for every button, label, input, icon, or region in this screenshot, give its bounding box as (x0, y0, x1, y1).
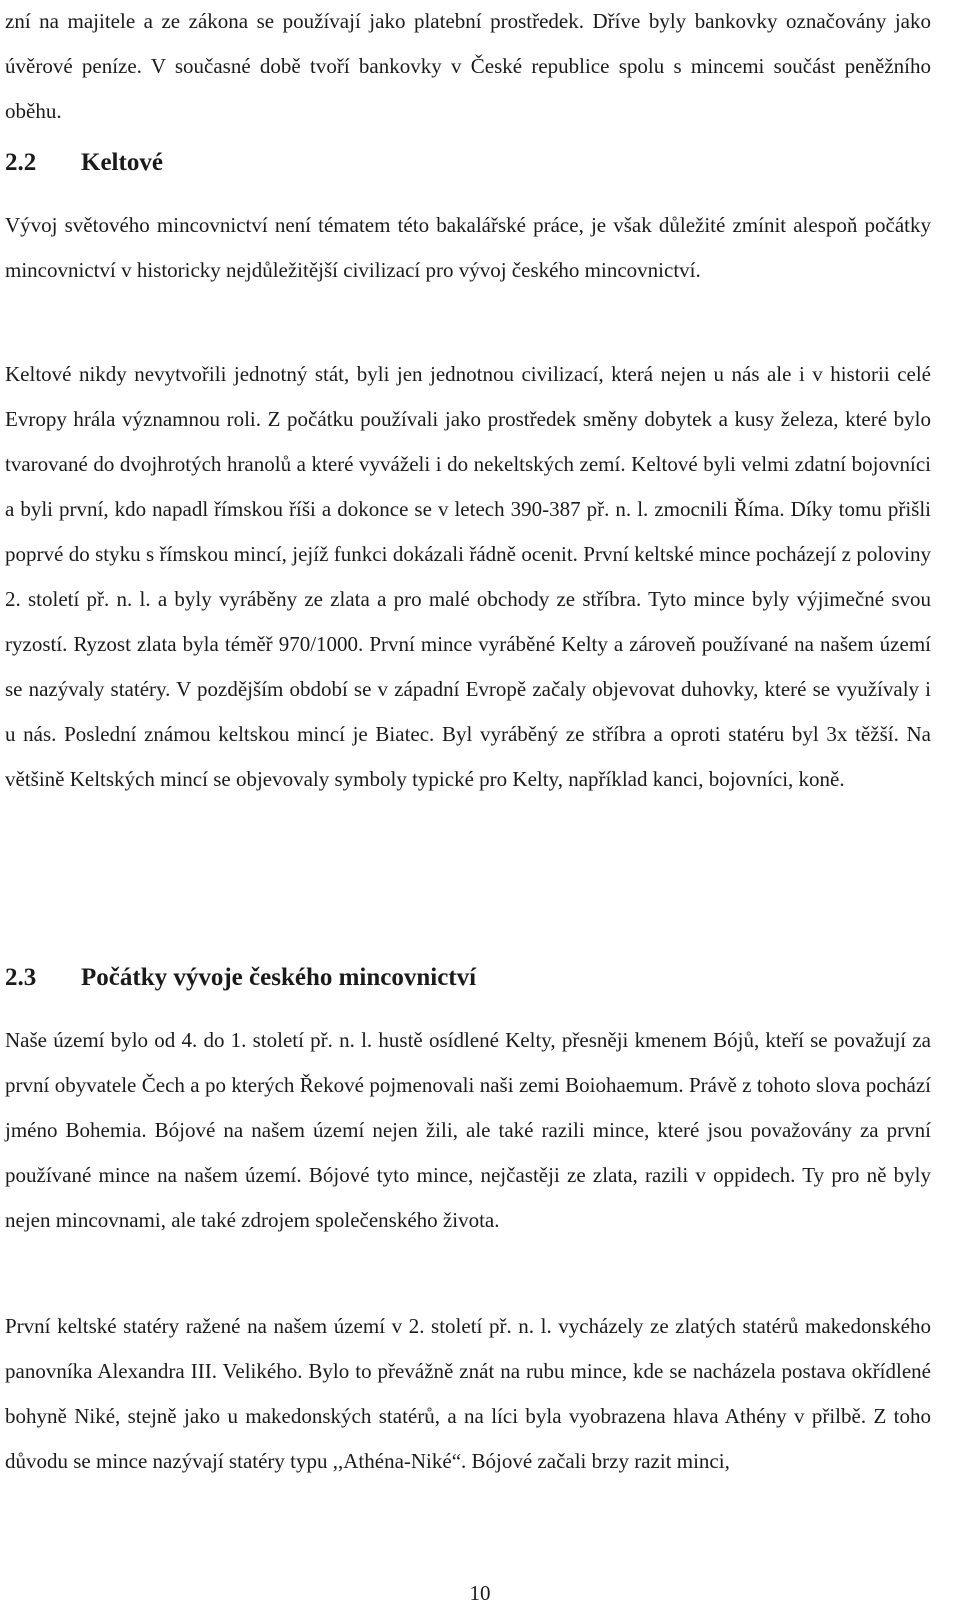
paragraph-intro: zní na majitele a ze zákona se používají jako platební prostředek. Dříve byly bankovky označovány jako úvěrové peníze. V současné době tvoří bankovky v České republice spolu s mincemi součást peněžního oběhu. (5, 9, 931, 123)
section-number: 2.3 (5, 964, 37, 991)
section-number: 2.2 (5, 149, 37, 176)
paragraph-uzemi: Naše území bylo od 4. do 1. století př. n. l. hustě osídlené Kelty, přesněji kmenem Bójů, kteří se považují za první obyvatele Čech a po kterých Řekové pojmenovali naši zemi Boiohaemum. Právě z tohoto slova pochází jméno Bohemia. Bójové na našem území nejen žili, ale také razili mince, které jsou považovány za první používané mince na našem území. Bójové tyto mince, nejčastěji ze zlata, razili v oppidech. Ty pro ně byly nejen mincovnami, ale také zdrojem společenského života. (5, 1028, 931, 1232)
section-heading-keltove (5, 146, 163, 180)
section-title: Počátky vývoje českého mincovnictví (81, 964, 477, 991)
page-number: 10 (469, 1581, 491, 1605)
paragraph-statery: První keltské statéry ražené na našem území v 2. století př. n. l. vycházely ze zlatých statérů makedonského panovníka Alexandra III. Velikého. Bylo to převážně znát na rubu mince, kde se nacházela postava okřídlené bohyně Niké, stejně jako u makedonských statérů, a na líci byla vyobrazena hlava Athény v přilbě. Z toho důvodu se mince nazývají statéry typu ,,Athéna-Niké“. Bójové začali brzy razit minci, (5, 1314, 931, 1473)
section-heading-pocatky (5, 961, 476, 995)
section-title: Keltové (81, 149, 163, 176)
paragraph-vyvoj: Vývoj světového mincovnictví není tématem této bakalářské práce, je však důležité zmínit alespoň počátky mincovnictví v historicky nejdůležitější civilizací pro vývoj českého mincovnictví. (5, 213, 931, 282)
paragraph-keltove: Keltové nikdy nevytvořili jednotný stát, byli jen jednotnou civilizací, která nejen u nás ale i v historii celé Evropy hrála významnou roli. Z počátku používali jako prostředek směny dobytek a kusy železa, které bylo tvarované do dvojhrotých hranolů a které vyváželi i do nekeltských zemí. Keltové byli velmi zdatní bojovníci a byli první, kdo napadl římskou říši a dokonce se v letech 390-387 př. n. l. zmocnili Říma. Díky tomu přišli poprvé do styku s římskou mincí, jejíž funkci dokázali řádně ocenit. První keltské mince pocházejí z poloviny 2. století př. n. l. a byly vyráběny ze zlata a pro malé obchody ze stříbra. Tyto mince byly výjimečné svou ryzostí. Ryzost zlata byla téměř 970/1000. První mince vyráběné Kelty a zároveň používané na našem území se nazývaly statéry. V pozdějším období se v západní Evropě začaly objevovat duhovky, které se využívaly i u nás. Poslední známou keltskou mincí je Biatec. Byl vyráběný ze stříbra a oproti statéru byl 3x těžší. Na většině Keltských mincí se objevovaly symboly typické pro Kelty, například kanci, bojovníci, koně. (5, 362, 931, 791)
